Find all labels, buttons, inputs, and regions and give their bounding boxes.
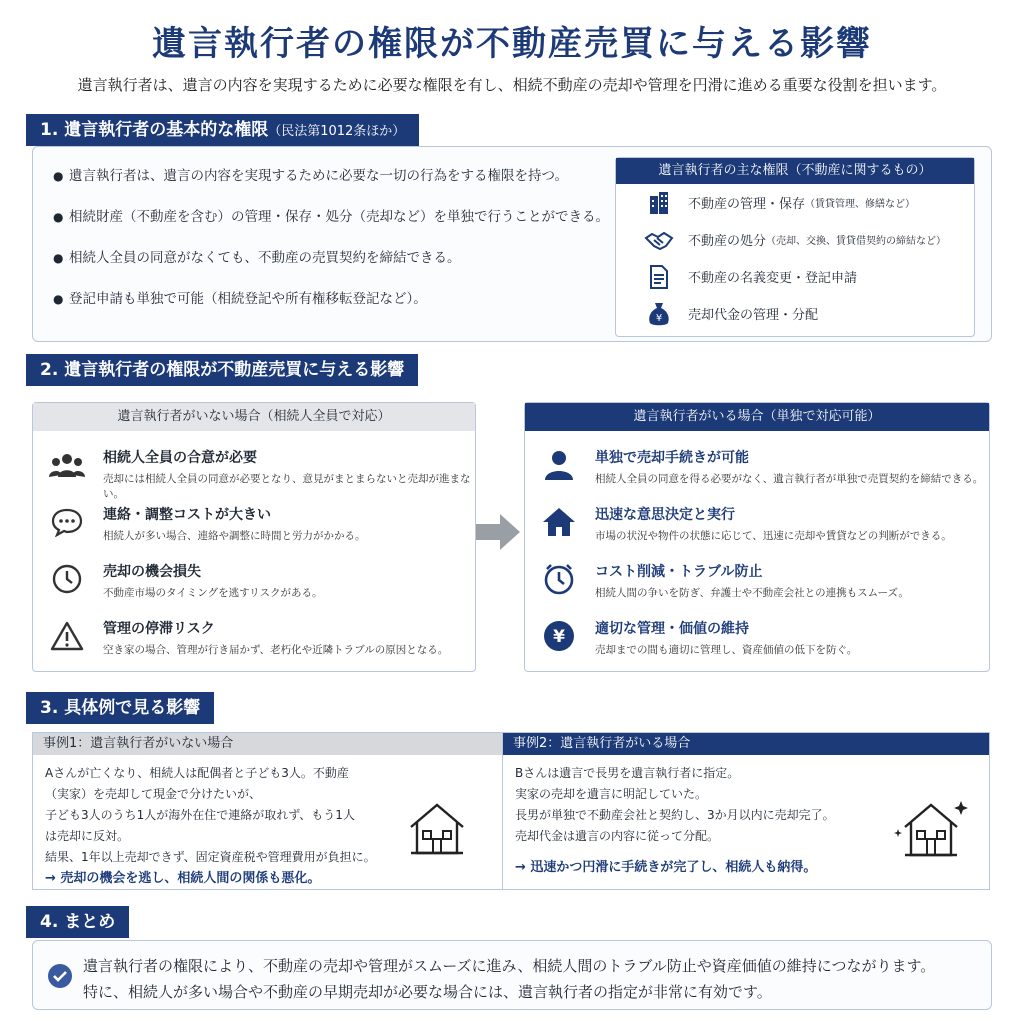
power-label: 不動産の管理・保存 — [688, 197, 806, 212]
powers-bullet-list — [53, 165, 613, 329]
with-executor-box — [524, 402, 990, 672]
item-heading: 相続人全員の合意が必要 — [103, 450, 257, 466]
without-executor-box — [32, 402, 476, 672]
case-line: Bさんは遺言で長男を遺言執行者に指定。 — [515, 766, 740, 780]
case-1-title: 事例1：遺言執行者がいない場合 — [33, 733, 502, 755]
case-line: Aさんが亡くなり、相続人は配偶者と子ども3人。不動産 — [45, 766, 349, 780]
item-heading: 迅速な意思決定と実行 — [595, 507, 735, 523]
item-desc: 売却には相続人全員の同意が必要となり、意見がまとまらないと売却が進まない。 — [103, 473, 471, 500]
item-desc: 空き家の場合、管理が行き届かず、老朽化や近隣トラブルの原因となる。 — [103, 644, 449, 656]
section-1-note: （民法第1012条ほか） — [268, 124, 406, 139]
item-heading: 売却の機会損失 — [103, 564, 201, 580]
list-item — [33, 494, 475, 551]
without-executor-title: 遺言執行者がいない場合（相続人全員で対応） — [33, 403, 475, 431]
home-icon — [541, 504, 577, 540]
case-line: は売却に反対。 — [45, 829, 130, 843]
handshake-icon — [644, 226, 674, 254]
clock-icon — [49, 561, 85, 597]
list-item — [33, 608, 475, 665]
list-item — [525, 437, 989, 494]
document-icon — [644, 263, 674, 291]
case-2-body — [515, 763, 835, 878]
sparkle-house-icon — [893, 799, 969, 859]
power-label: 不動産の名義変更・登記申請 — [688, 271, 858, 286]
lead-text: 遺言執行者は、遺言の内容を実現するために必要な権限を有し、相続不動産の売却や管理を円滑に進める重要な役割を担います。 — [77, 76, 947, 94]
item-desc: 市場の状況や物件の状態に応じて、迅速に売却や賃貸などの判断ができる。 — [595, 530, 952, 542]
bullet-item: ● 遺言執行者は、遺言の内容を実現するために必要な一切の行為をする権限を持つ。 — [53, 165, 613, 206]
summary-line-1: 遺言執行者の権限により、不動産の売却や管理がスムーズに進み、相続人間のトラブル防止や資産価値の維持につながります。 — [83, 957, 936, 975]
case-1-body — [45, 763, 376, 889]
yen-coin-icon — [541, 618, 577, 654]
case-line: 子ども3人のうち1人が海外在住で連絡が取れず、もう1人 — [45, 808, 355, 822]
item-desc: 相続人全員の同意を得る必要がなく、遺言執行者が単独で売買契約を締結できる。 — [595, 473, 984, 485]
bullet-item: ● 登記申請も単独で可能（相続登記や所有権移転登記など）。 — [53, 288, 613, 329]
case-2-result: → 迅速かつ円滑に手続きが完了し、相続人も納得。 — [515, 860, 817, 875]
power-row — [616, 184, 974, 221]
item-heading: 適切な管理・価値の維持 — [595, 621, 749, 637]
main-powers-box — [615, 157, 975, 337]
bullet-item: ● 相続財産（不動産を含む）の管理・保存・処分（売却など）を単独で行うことができる。 — [53, 206, 613, 247]
case-line: （実家）を売却して現金で分けたいが、 — [45, 787, 262, 801]
list-item — [525, 494, 989, 551]
section-3-heading: 3. 具体例で見る影響 — [26, 692, 214, 724]
house-icon — [407, 801, 467, 857]
power-note: （賃貸管理、修繕など） — [805, 199, 916, 210]
svg-text:¥: ¥ — [553, 627, 565, 647]
main-powers-title: 遺言執行者の主な権限（不動産に関するもの） — [616, 158, 974, 184]
list-item — [525, 551, 989, 608]
case-line: 長男が単独で不動産会社と契約し、3か月以内に売却完了。 — [515, 808, 835, 822]
item-heading: 連絡・調整コストが大きい — [103, 507, 271, 523]
case-line: 結果、1年以上売却できず、固定資産税や管理費用が負担に。 — [45, 850, 376, 864]
money-bag-icon — [644, 300, 674, 328]
check-circle-icon — [47, 963, 73, 989]
case-line: 売却代金は遺言の内容に従って分配。 — [515, 829, 720, 843]
chat-bubble-icon — [49, 504, 85, 540]
item-heading: 単独で売却手続きが可能 — [595, 450, 749, 466]
bullet-item: ● 相続人全員の同意がなくても、不動産の売買契約を締結できる。 — [53, 247, 613, 288]
with-executor-title: 遺言執行者がいる場合（単独で対応可能） — [525, 403, 989, 431]
section-1-title: 1. 遺言執行者の基本的な権限 — [40, 120, 269, 140]
item-desc: 売却までの間も適切に管理し、資産価値の低下を防ぐ。 — [595, 644, 858, 656]
basic-powers-panel — [32, 146, 992, 342]
power-note: （売却、交換、賃貸借契約の締結など） — [766, 236, 947, 247]
case-2-box — [502, 732, 990, 890]
building-icon — [644, 189, 674, 217]
power-label: 不動産の処分 — [688, 234, 767, 249]
svg-text:¥: ¥ — [655, 312, 663, 324]
case-line: 実家の売却を遺言に明記していた。 — [515, 787, 708, 801]
power-row — [616, 258, 974, 295]
item-desc: 不動産市場のタイミングを逃すリスクがある。 — [103, 587, 323, 599]
summary-panel — [32, 940, 992, 1010]
section-1-heading — [26, 114, 419, 146]
item-desc: 相続人間の争いを防ぎ、弁護士や不動産会社との連携もスムーズ。 — [595, 587, 909, 599]
item-desc: 相続人が多い場合、連絡や調整に時間と労力がかかる。 — [103, 530, 366, 542]
list-item — [33, 437, 475, 500]
case-1-result: → 売却の機会を逃し、相続人間の関係も悪化。 — [45, 871, 321, 886]
summary-line-2: 特に、相続人が多い場合や不動産の早期売却が必要な場合には、遺言執行者の指定が非常に有効です。 — [83, 983, 772, 1001]
section-4-heading: 4. まとめ — [26, 906, 129, 938]
power-row — [616, 295, 974, 332]
right-arrow-icon — [476, 514, 520, 550]
case-1-box — [32, 732, 502, 890]
list-item — [525, 608, 989, 665]
item-heading: コスト削減・トラブル防止 — [595, 564, 763, 580]
power-label: 売却代金の管理・分配 — [688, 308, 819, 323]
people-group-icon — [49, 447, 85, 483]
stopwatch-icon — [541, 561, 577, 597]
power-row — [616, 221, 974, 258]
page-title: 遺言執行者の権限が不動産売買に与える影響 — [152, 24, 872, 64]
warning-icon — [49, 618, 85, 654]
person-icon — [541, 447, 577, 483]
section-2-heading: 2. 遺言執行者の権限が不動産売買に与える影響 — [26, 354, 418, 386]
item-heading: 管理の停滞リスク — [103, 621, 215, 637]
list-item — [33, 551, 475, 608]
case-2-title: 事例2：遺言執行者がいる場合 — [503, 733, 989, 755]
